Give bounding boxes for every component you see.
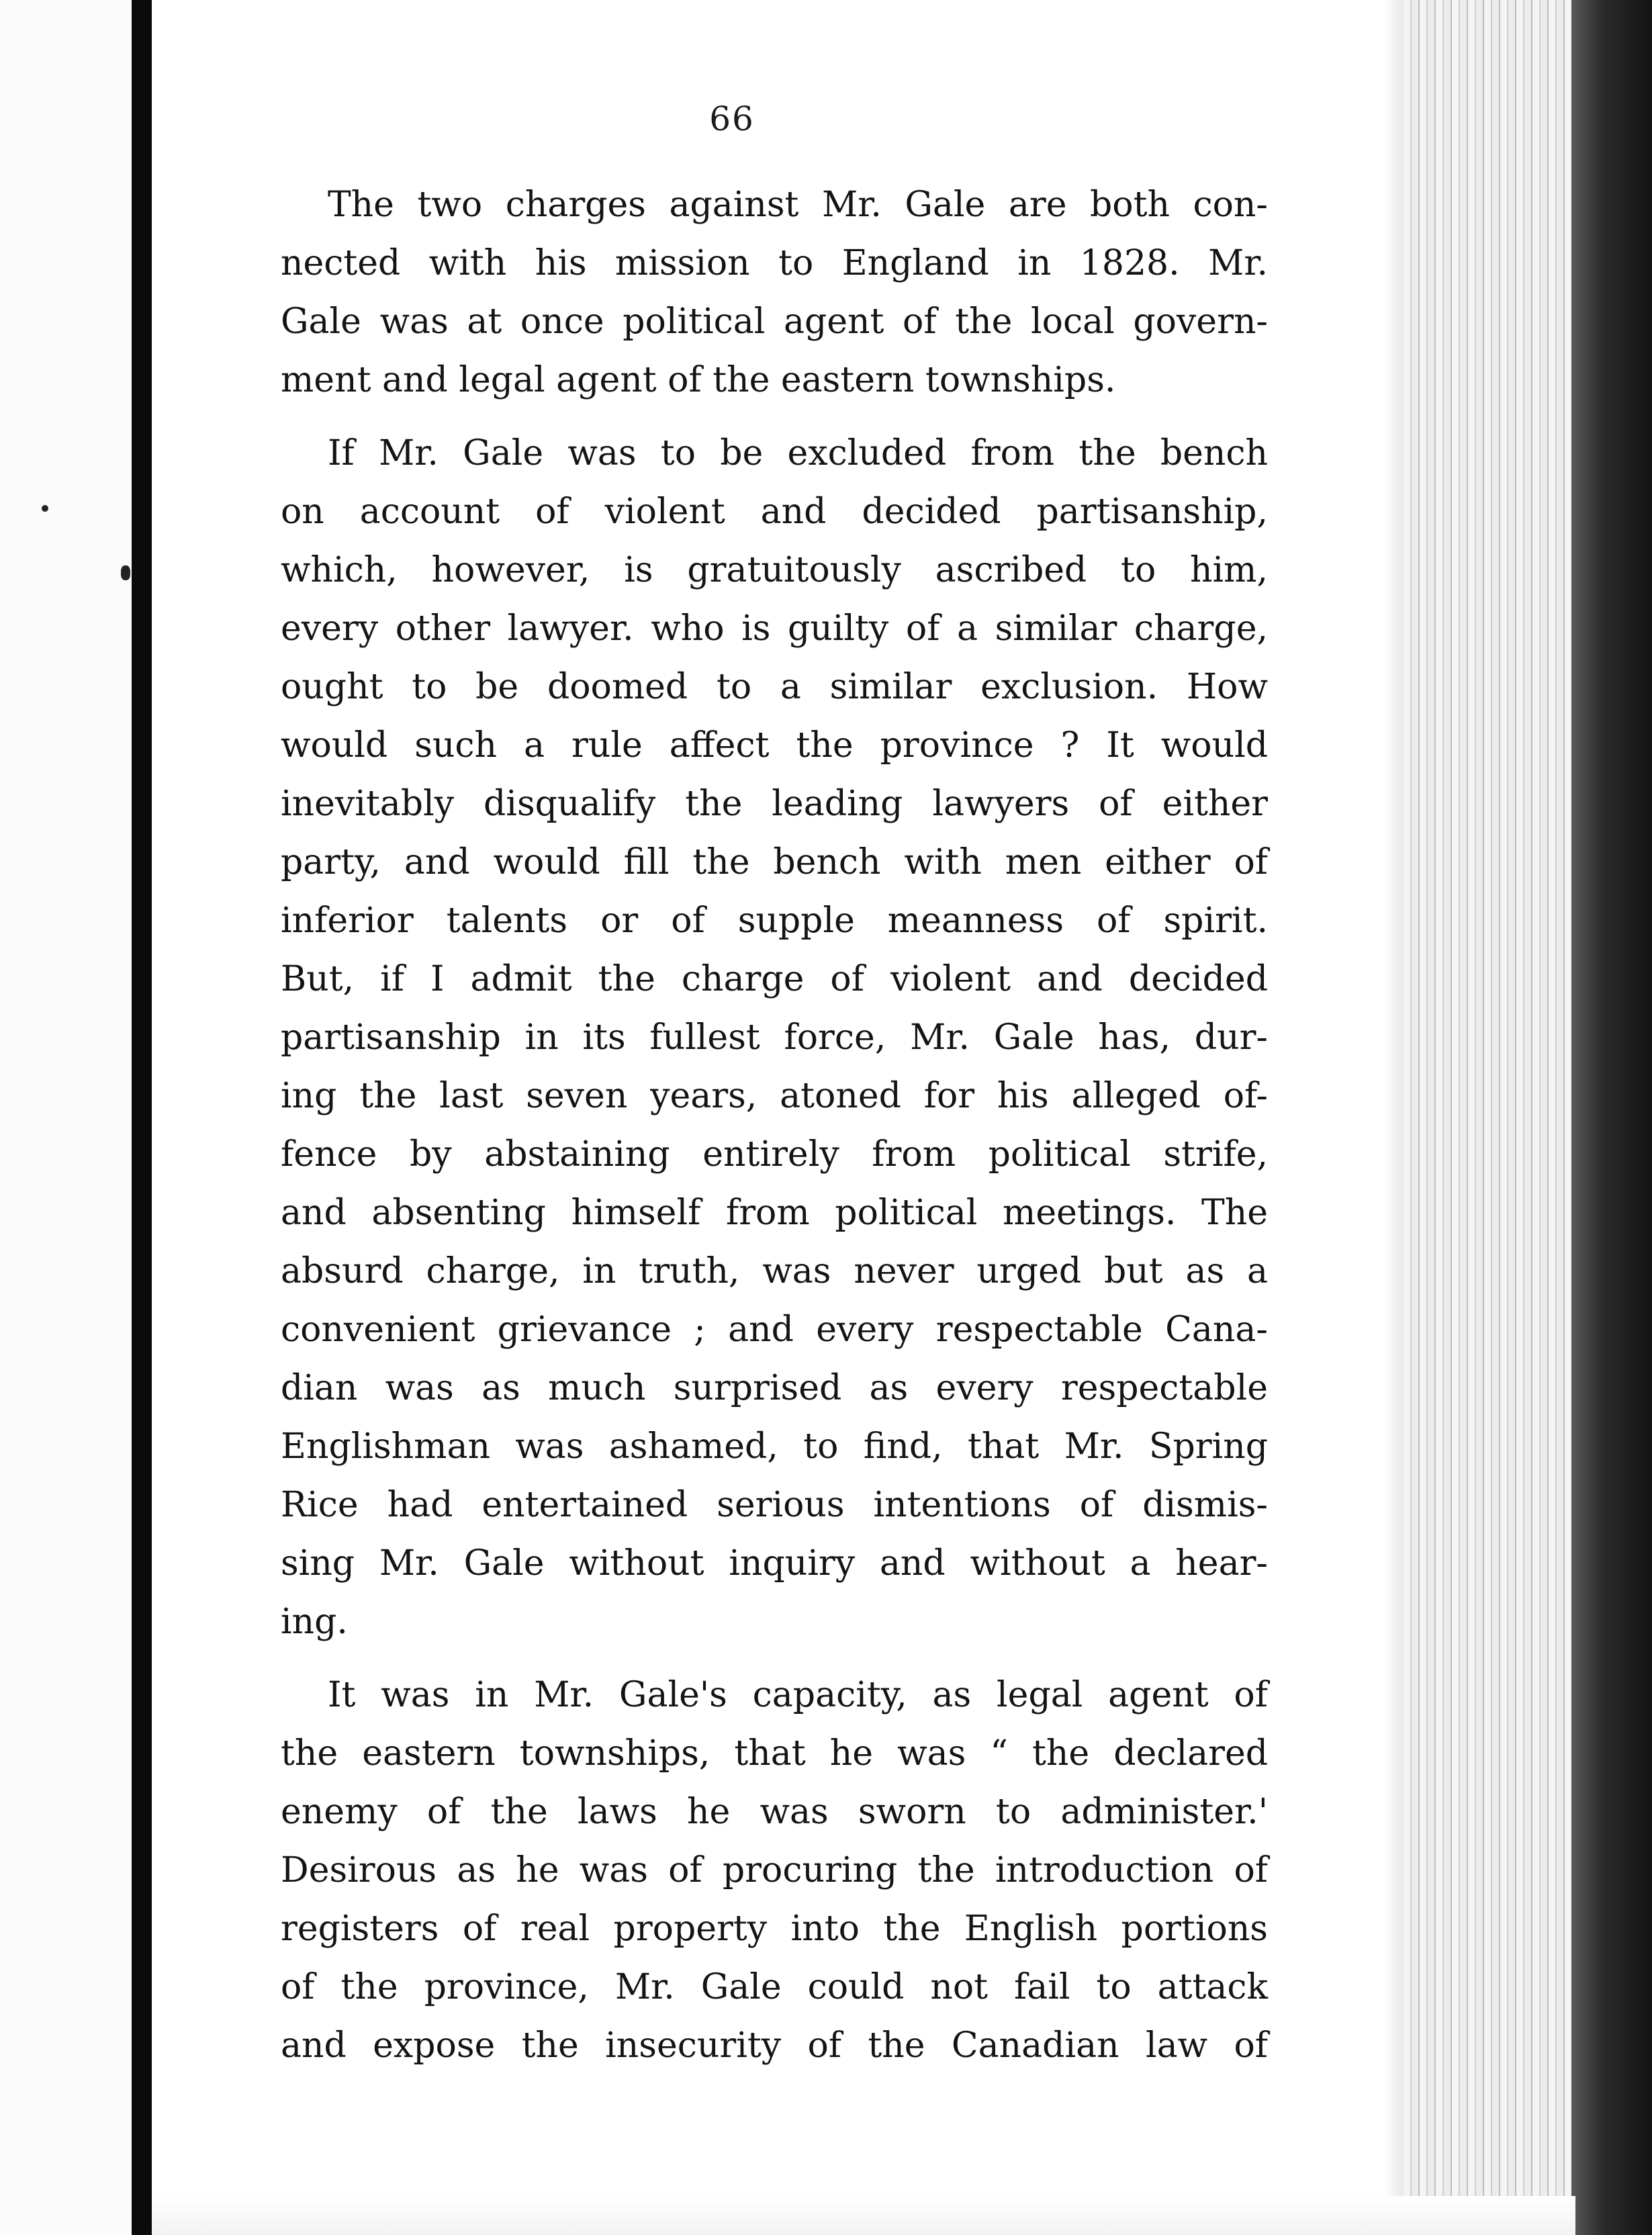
text-line: on account of violent and decided partisanship, — [281, 492, 1268, 532]
text-line: convenient grievance ; and every respectable Cana- — [281, 1310, 1268, 1350]
text-line: partisanship in its fullest force, Mr. Gale has, dur- — [281, 1017, 1268, 1058]
text-line: inferior talents or of supple meanness of spirit. — [281, 901, 1268, 941]
text-line: Englishman was ashamed, to find, that Mr. Spring — [281, 1426, 1268, 1467]
text-line: inevitably disqualify the leading lawyers of either — [281, 784, 1268, 824]
text-line: of the province, Mr. Gale could not fail to attack — [281, 1967, 1268, 2007]
text-line: and expose the insecurity of the Canadian law of — [281, 2025, 1268, 2066]
page-number: 66 — [709, 99, 755, 138]
text-line: If Mr. Gale was to be excluded from the bench — [328, 433, 1268, 473]
text-line: sing Mr. Gale without inquiry and without a hear- — [281, 1543, 1268, 1584]
text-line: every other lawyer. who is guilty of a similar charge, — [281, 608, 1268, 649]
text-line: But, if I admit the charge of violent and decided — [281, 959, 1268, 999]
text-line: registers of real property into the English portions — [281, 1909, 1268, 1949]
paragraph-gap — [281, 410, 1268, 424]
book-cover-edge — [1571, 0, 1652, 2235]
text-line: would such a rule affect the province ? It would — [281, 725, 1268, 766]
text-line: which, however, is gratuitously ascribed to him, — [281, 550, 1268, 590]
text-line: absurd charge, in truth, was never urged but as a — [281, 1251, 1268, 1291]
text-line: dian was as much surprised as every respectable — [281, 1368, 1268, 1408]
text-line: Gale was at once political agent of the local govern- — [281, 302, 1268, 342]
text-line: party, and would fill the bench with men either of — [281, 842, 1268, 882]
text-line: nected with his mission to England in 1828. Mr. — [281, 243, 1268, 283]
text-line: fence by abstaining entirely from political strife, — [281, 1134, 1268, 1175]
text-line: The two charges against Mr. Gale are both con- — [328, 185, 1268, 225]
text-line: ing the last seven years, atoned for his alleged of- — [281, 1076, 1268, 1116]
text-line: ing. — [281, 1602, 348, 1642]
facing-page-edge — [0, 0, 134, 2235]
text-line: enemy of the laws he was sworn to administer.' — [281, 1792, 1268, 1832]
body-text — [281, 176, 1268, 2075]
facing-page-mark — [121, 565, 130, 580]
text-line: ought to be doomed to a similar exclusion. How — [281, 667, 1268, 707]
facing-page-mark — [42, 505, 48, 512]
paragraph-gap — [281, 1651, 1268, 1666]
text-line: and absenting himself from political meetings. The — [281, 1193, 1268, 1233]
text-line: Desirous as he was of procuring the introduction of — [281, 1850, 1268, 1890]
text-line: ment and legal agent of the eastern townships. — [281, 360, 1116, 400]
text-line: the eastern townships, that he was “ the declared — [281, 1733, 1268, 1774]
page-bottom-edge — [152, 2196, 1575, 2235]
book-gutter — [132, 0, 152, 2235]
text-line: It was in Mr. Gale's capacity, as legal agent of — [328, 1675, 1268, 1715]
text-line: Rice had entertained serious intentions of dismis- — [281, 1485, 1268, 1525]
